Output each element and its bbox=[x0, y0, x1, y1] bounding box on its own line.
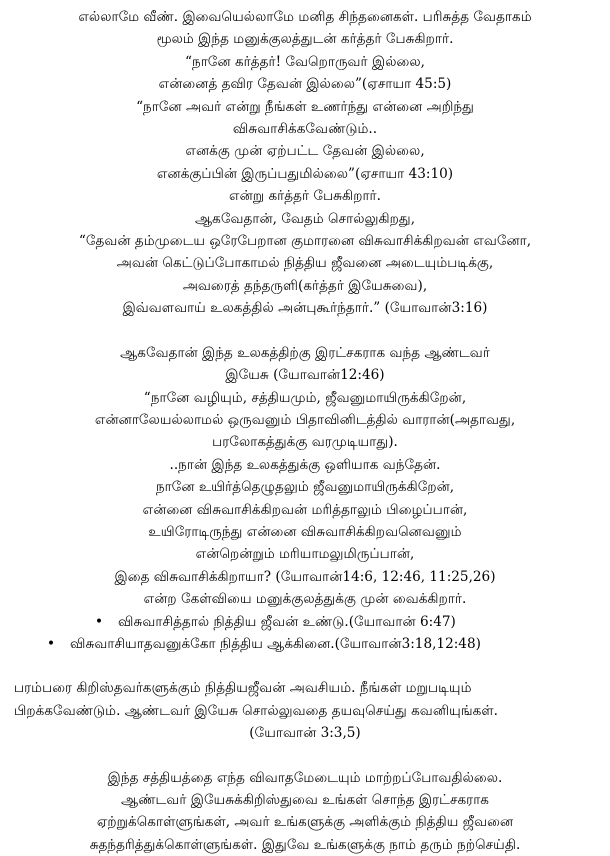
text-line: ..நான் இந்த உலகத்துக்கு ஒளியாக வந்தேன். bbox=[169, 456, 441, 473]
text-line: என்ற கேள்வியை மனுக்குலத்துக்கு முன் வைக்கிறார். bbox=[143, 591, 467, 608]
text-line: மூலம் இந்த மனுக்குலத்துடன் கர்த்தர் பேசுகிறார். bbox=[156, 31, 454, 48]
list-item bbox=[8, 633, 602, 655]
paragraph-spacer bbox=[8, 655, 602, 677]
paragraph-2 bbox=[8, 342, 602, 611]
text-line: சுதந்தரித்துக்கொள்ளுங்கள். இதுவே உங்களுக்கு நாம் தரும் நற்செய்தி. bbox=[89, 836, 521, 853]
paragraph-spacer bbox=[8, 745, 602, 767]
text-line: ஏற்றுக்கொள்ளுங்கள், அவர் உங்களுக்கு அளிக்கும் நித்திய ஜீவனை bbox=[96, 814, 514, 831]
text-line: “நானே கர்த்தர்! வேறொருவர் இல்லை, bbox=[185, 53, 425, 70]
text-line: ஆண்டவர் இயேசுக்கிறிஸ்துவை உங்கள் சொந்த இரட்சகராக bbox=[121, 792, 489, 808]
text-line: நானே உயிர்த்தெழுதலும் ஜீவனுமாயிருக்கிறேன், bbox=[155, 479, 455, 496]
text-line: “நானே வழியும், சத்தியமும், ஜீவனுமாயிருக்கிறேன், bbox=[143, 389, 467, 406]
text-line: எனக்கு முன் ஏற்பட்ட தேவன் இல்லை, bbox=[185, 143, 425, 160]
text-line: (யோவான் 3:3,5) bbox=[249, 725, 361, 742]
text-line: என்றென்றும் மரியாமலுமிருப்பான், bbox=[195, 546, 415, 563]
text-line: இவ்வளவாய் உலகத்தில் அன்புகூர்ந்தார்.” (யோவான்3:16) bbox=[122, 300, 488, 317]
text-line: பரம்பரை கிறிஸ்தவர்களுக்கும் நித்தியஜீவன் அவசியம். நீங்கள் மறுபடியும் bbox=[14, 680, 472, 697]
text-line: என்று கர்த்தர் பேசுகிறார். bbox=[229, 188, 381, 205]
text-line: அவன் கெட்டுப்போகாமல் நித்திய ஜீவனை அடையும்படிக்கு, bbox=[116, 255, 494, 272]
list-item bbox=[8, 611, 602, 633]
text-line: என்னாலேயல்லாமல் ஒருவனும் பிதாவினிடத்தில் வாரான்(அதாவது, bbox=[94, 411, 516, 428]
bullet-icon: • bbox=[94, 613, 104, 630]
text-line: “தேவன் தம்முடைய ஒரேபேறான குமாரனை விசுவாசிக்கிறவன் எவனோ, bbox=[78, 233, 532, 250]
text-line: ஆகவேதான் இந்த உலகத்திற்கு இரட்சகராக வந்த ஆண்டவர் bbox=[120, 344, 490, 361]
text-line: இதை விசுவாசிக்கிறாயா? (யோவான்14:6, 12:46, 11:25,26) bbox=[114, 568, 496, 585]
text-line: ஆகவேதான், வேதம் சொல்லுகிறது, bbox=[194, 210, 416, 227]
text-line: என்னை விசுவாசிக்கிறவன் மரித்தாலும் பிழைப்பான், bbox=[142, 501, 468, 518]
text-line: என்னைத் தவிர தேவன் இல்லை”(ஏசாயா 45:5) bbox=[158, 76, 452, 93]
text-line: விசுவாசிக்கவேண்டும்.. bbox=[232, 121, 378, 138]
bullet-list bbox=[8, 611, 602, 656]
text-line: “நானே அவர் என்று நீங்கள் உணர்ந்து என்னை அறிந்து bbox=[136, 98, 474, 115]
paragraph-spacer bbox=[8, 320, 602, 342]
text-line: பரலோகத்துக்கு வரமுடியாது). bbox=[212, 434, 398, 451]
text-line: இந்த சத்தியத்தை எந்த விவாதமேடையும் மாற்றப்போவதில்லை. bbox=[107, 769, 503, 786]
text-line: உயிரோடிருந்து என்னை விசுவாசிக்கிறவனெவனும் bbox=[148, 523, 462, 540]
paragraph-4 bbox=[8, 767, 602, 856]
text-line: இயேசு (யோவான்12:46) bbox=[225, 367, 385, 384]
list-item-text: விசுவாசித்தால் நித்திய ஜீவன் உண்டு.(யோவான் 6:47) bbox=[118, 613, 456, 630]
text-line: எல்லாமே வீண். இவையெல்லாமே மனித சிந்தனைகள். பரிசுத்த வேதாகம் bbox=[78, 9, 532, 25]
paragraph-1 bbox=[8, 6, 602, 320]
bullet-icon: • bbox=[46, 635, 56, 652]
text-line: அவரைத் தந்தருளி(கர்த்தர் இயேசுவை), bbox=[182, 277, 428, 294]
paragraph-3 bbox=[8, 677, 602, 744]
list-item-text: விசுவாசியாதவனுக்கோ நித்திய ஆக்கினை.(யோவான்3:18,12:48) bbox=[70, 635, 481, 652]
text-line: எனக்குப்பின் இருப்பதுமில்லை”(ஏசாயா 43:10) bbox=[156, 165, 454, 182]
text-line: பிறக்கவேண்டும். ஆண்டவர் இயேசு சொல்லுவதை தயவுசெய்து கவனியுங்கள். bbox=[14, 702, 498, 719]
